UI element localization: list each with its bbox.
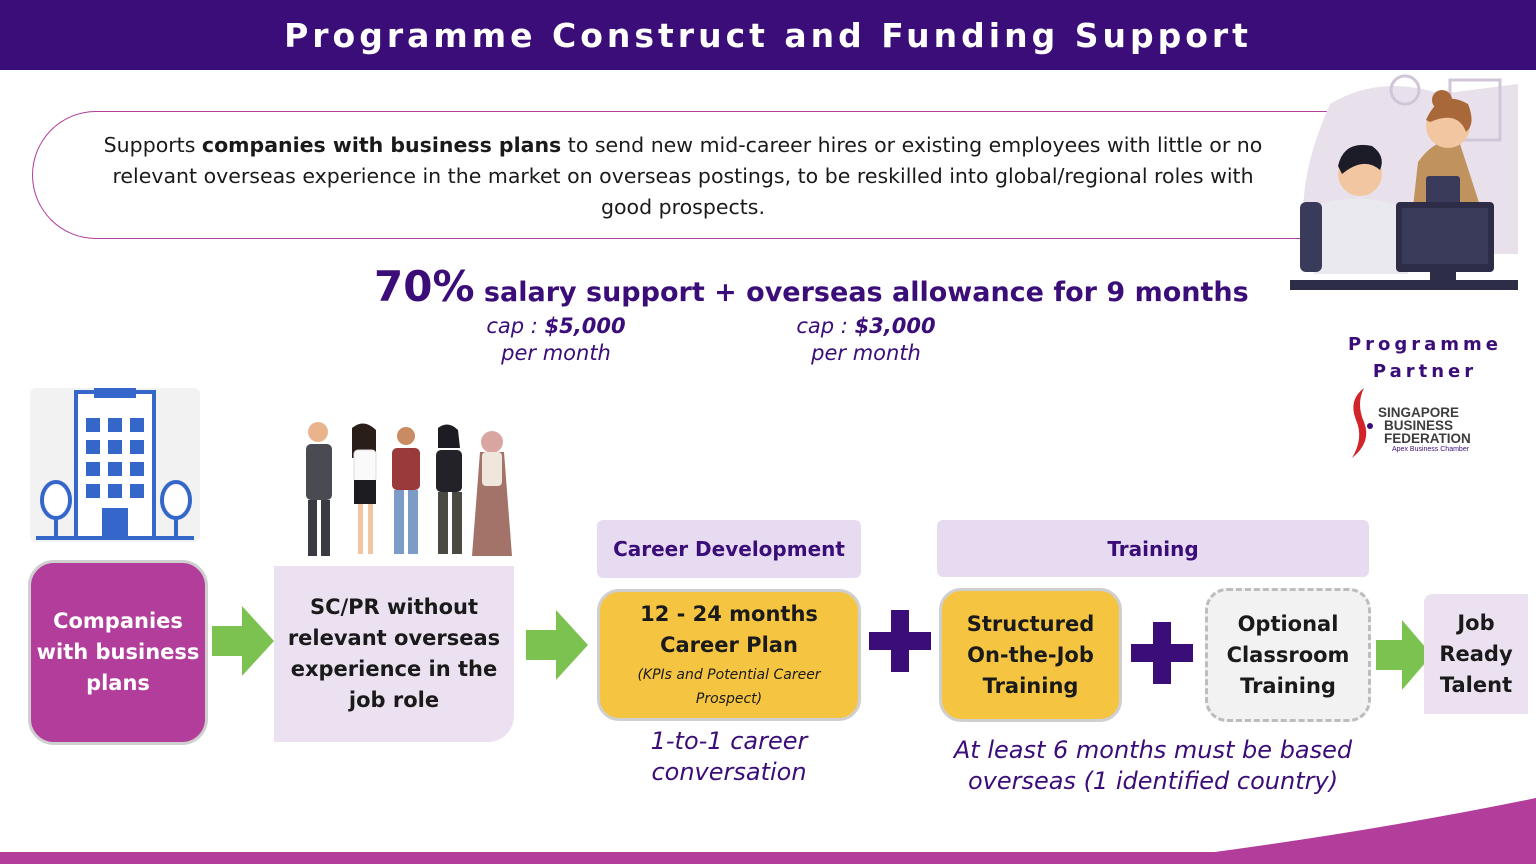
training-header: Training [937,520,1369,577]
optional-classroom-box: Optional Classroom Training [1205,588,1371,722]
salary-percent: 70% [374,262,475,311]
page-title: Programme Construct and Funding Support [284,15,1252,55]
career-development-header: Career Development [597,520,861,578]
structured-ojt-box: Structured On-the-Job Training [939,588,1122,722]
office-building-icon [30,388,200,542]
intro-banner [32,111,1332,239]
sbf-line-2: BUSINESS [1384,418,1454,433]
sbf-logo-text [1378,406,1471,445]
scpr-box: SC/PR without relevant overseas experience in the job role [274,566,514,742]
building-panel [30,388,200,542]
career-conversation-note: 1-to-1 career conversation [650,727,808,786]
person-4 [436,424,462,554]
sbf-line-1: SINGAPORE [1378,405,1460,420]
office-workers-illustration [1290,74,1518,292]
allowance-cap [776,313,956,367]
bottom-swoosh-decoration [0,790,1536,864]
companies-box: Companies with business plans [28,560,208,745]
programme-partner-label: Programme Partner [1347,334,1503,382]
sbf-logo [1342,386,1492,460]
career-plan-box [597,589,861,721]
funding-headline-text: salary support + overseas allowance for 9 months [474,277,1249,308]
person-2 [352,423,376,554]
career-plan-title: 12 - 24 months Career Plan [640,602,818,657]
funding-headline [374,262,1249,311]
arrow-right-icon [212,606,274,676]
salary-cap-value: $5,000 [544,314,626,338]
salary-cap [466,313,646,367]
intro-text-end: to send new mid-career hires or existing employees with little or no relevant overseas experience in the market on overseas postings, to be reskilled into global/regional roles with good prospects. [112,133,1263,219]
plus-icon [869,610,931,672]
sbf-line-3: FEDERATION [1384,431,1471,446]
intro-text [103,130,1263,223]
person-5 [472,431,512,556]
allowance-cap-suffix: per month [811,341,921,365]
allowance-cap-value: $3,000 [854,314,936,338]
plus-icon [1131,622,1193,684]
allowance-cap-prefix: cap : [796,314,855,338]
sbf-tagline: Apex Business Chamber [1392,446,1470,453]
arrow-right-icon [526,610,588,680]
intro-text-bold: companies with business plans [201,133,562,157]
team-people-icon [288,418,524,560]
person-1 [306,422,332,556]
sbf-swirl-icon [1342,386,1382,460]
career-plan-subtitle: (KPIs and Potential Career Prospect) [637,667,821,707]
header-bar [0,0,1536,70]
salary-cap-prefix: cap : [486,314,545,338]
training-overseas-note: At least 6 months must be based overseas (1 identified country) [953,736,1353,795]
job-ready-talent-box: Job Ready Talent [1424,594,1528,714]
intro-text-start: Supports [103,133,202,157]
person-3 [392,427,420,554]
salary-cap-suffix: per month [501,341,611,365]
